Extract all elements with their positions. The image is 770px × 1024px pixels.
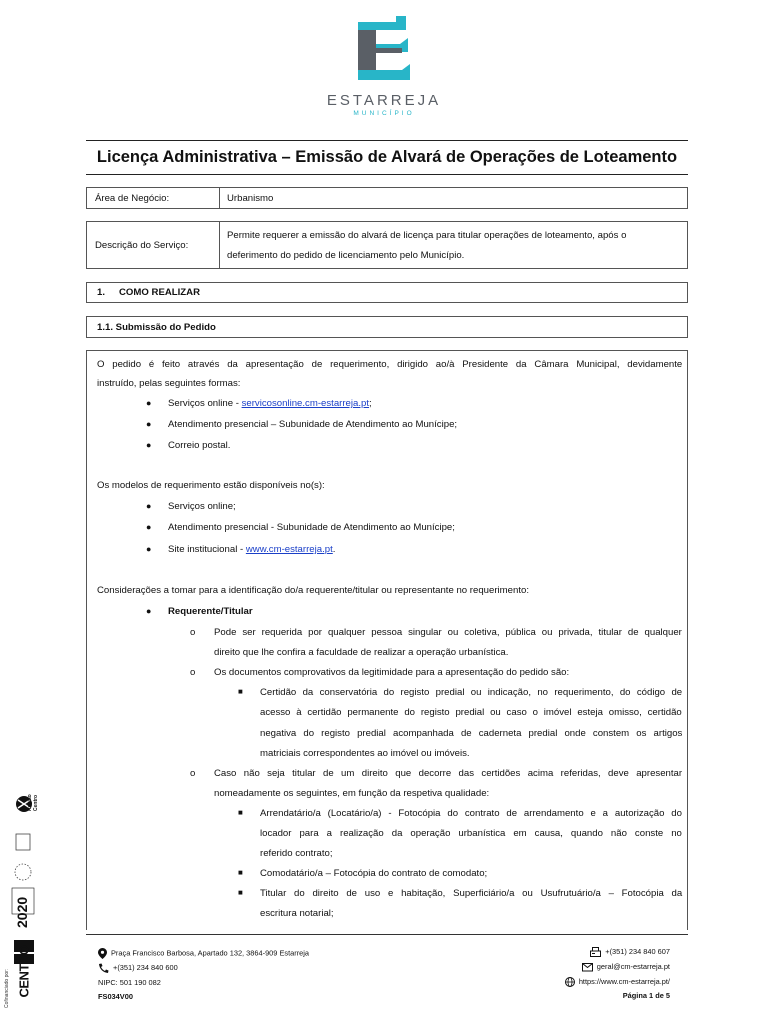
circle-bullet-icon: o [190, 768, 196, 779]
models-item-online: Serviços online; [168, 501, 236, 512]
portugal-2020-text: 2020 [14, 896, 30, 928]
cofinancing-logos [2, 780, 42, 1010]
arrendatario-line-2: locador para a realização da operação urbanística em causa, quando não conste no [260, 828, 682, 839]
area-label: Área de Negócio: [95, 192, 170, 204]
fax-icon [590, 947, 601, 957]
centro-logo-text: CENTRO [16, 945, 32, 998]
square-bullet-icon: ■ [238, 687, 243, 696]
bullet-icon: ● [146, 501, 152, 511]
req-point-3-line-2: nomeadamente os seguintes, em função da respetiva qualidade: [214, 788, 490, 799]
area-value: Urbanismo [227, 192, 274, 204]
footer-email-text: geral@cm-estarreja.pt [596, 962, 670, 971]
email-icon [582, 962, 593, 972]
models-item-site-suffix: . [332, 544, 336, 555]
location-pin-icon [98, 948, 107, 959]
area-row [86, 187, 688, 209]
intro-line-2: instruído, pelas seguintes formas: [97, 378, 241, 389]
description-label: Descrição do Serviço: [95, 239, 189, 251]
section-1-number: 1. [97, 287, 106, 298]
footer-address-text: Praça Francisco Barbosa, Apartado 132, 3864-909 Estarreja [111, 948, 310, 958]
estarreja-logo [322, 12, 446, 124]
models-item-site-text: Site institucional - [168, 544, 246, 555]
phone-icon [98, 963, 109, 973]
description-line-1: Permite requerer a emissão do alvará de licença para titular operações de loteamento, após o [227, 230, 627, 241]
logo-mark-icon [322, 12, 446, 92]
website-link[interactable]: https://www.cm-estarreja.pt/ [578, 977, 670, 986]
list-item-online [168, 398, 372, 409]
req-point-3-line-1: Caso não seja titular de um direito que decorre das certidões acima referidas, deve apresentar [214, 768, 683, 779]
description-row [86, 221, 688, 269]
footer-phone-text: +(351) 234 840 600 [113, 963, 178, 972]
titular-line-1: Titular do direito de uso e habitação, Superficiário/a ou Usufrutuário/a – Fotocópia da [260, 888, 683, 899]
circle-bullet-icon: o [190, 667, 196, 678]
content-box [86, 350, 688, 930]
globe-icon [565, 977, 575, 987]
req-point-1-line-1: Pode ser requerida por qualquer pessoa singular ou coletiva, pública ou privada, titular de qualquer [214, 627, 682, 638]
square-bullet-icon: ■ [238, 868, 243, 877]
requerente-heading: Requerente/Titular [168, 606, 253, 617]
title-rule-top [86, 140, 688, 141]
title-rule-bottom [86, 174, 688, 175]
models-item-site [168, 544, 335, 555]
footer-rule [86, 934, 688, 935]
bullet-icon: ● [146, 544, 152, 554]
list-item-online-text: Serviços online - [168, 398, 242, 409]
section-1-1-header [86, 316, 688, 338]
cofinancing-label: Cofinanciado por: [4, 968, 10, 1008]
certidao-line-1: Certidão da conservatória do registo predial ou indicação, no requerimento, do código de [260, 687, 683, 698]
bullet-icon: ● [146, 440, 152, 450]
logo-subtitle: MUNICÍPIO [353, 110, 415, 117]
square-bullet-icon: ■ [238, 808, 243, 817]
footer-fax-text: +(351) 234 840 607 [605, 947, 670, 956]
list-item-online-suffix: ; [369, 398, 372, 409]
comodatario-line: Comodatário/a – Fotocópia do contrato de comodato; [260, 868, 488, 879]
footer-fax [590, 947, 670, 957]
list-item-correio: Correio postal. [168, 440, 231, 451]
footer-nipc: NIPC: 501 190 082 [98, 978, 161, 987]
bullet-icon: ● [146, 522, 152, 532]
req-point-2: Os documentos comprovativos da legitimidade para a apresentação do pedido são: [214, 667, 570, 678]
req-point-1-line-2: direito que lhe confira a faculdade de realizar a operação urbanística. [214, 647, 509, 658]
circle-bullet-icon: o [190, 627, 196, 638]
site-institucional-link[interactable]: www.cm-estarreja.pt [245, 544, 333, 555]
models-intro: Os modelos de requerimento estão disponíveis no(s): [97, 480, 325, 491]
bullet-icon: ● [146, 419, 152, 429]
bullet-icon: ● [146, 606, 152, 616]
footer-web [565, 977, 670, 987]
footer-code: FS034V00 [98, 992, 133, 1001]
footer-email [582, 962, 670, 972]
arrendatario-line-1: Arrendatário/a (Locatário/a) - Fotocópia do contrato de arrendamento e a autorização do [260, 808, 682, 819]
section-1-title: COMO REALIZAR [119, 287, 201, 298]
section-1-header [86, 282, 688, 303]
section-1-1-title: 1.1. Submissão do Pedido [97, 321, 216, 333]
regiao-centro-text: Região Centro [27, 794, 39, 811]
servicos-online-link[interactable]: servicosonline.cm-estarreja.pt [241, 398, 370, 409]
logo-wordmark: ESTARREJA [326, 92, 442, 109]
arrendatario-line-3: referido contrato; [260, 848, 333, 859]
footer-address [98, 948, 309, 959]
description-line-2: deferimento do pedido de licenciamento pelo Município. [227, 250, 465, 261]
list-item-presencial: Atendimento presencial – Subunidade de Atendimento ao Munícipe; [168, 419, 458, 430]
certidao-line-3: negativa do registo predial acompanhada de caderneta predial onde constem os artigos [260, 728, 683, 739]
square-bullet-icon: ■ [238, 888, 243, 897]
page-title: Licença Administrativa – Emissão de Alvará de Operações de Loteamento [96, 148, 678, 166]
footer-phone [98, 963, 178, 973]
intro-line-1: O pedido é feito através da apresentação de requerimento, dirigido ao/à Presidente da Câmara Municipal, devidamente [97, 359, 683, 370]
page-number: Página 1 de 5 [622, 991, 670, 1000]
models-item-presencial: Atendimento presencial - Subunidade de Atendimento ao Munícipe; [168, 522, 455, 533]
certidao-line-4: matriciais correspondentes ao imóvel ou imóveis. [260, 748, 470, 759]
titular-line-2: escritura notarial; [260, 908, 334, 919]
considerations-intro: Considerações a tomar para a identificação do/a requerente/titular ou representante no requerimento: [97, 585, 529, 596]
bullet-icon: ● [146, 398, 152, 408]
certidao-line-2: acesso à certidão permanente do registo predial ou caso o imóvel esteja omisso, certidão [260, 707, 682, 718]
